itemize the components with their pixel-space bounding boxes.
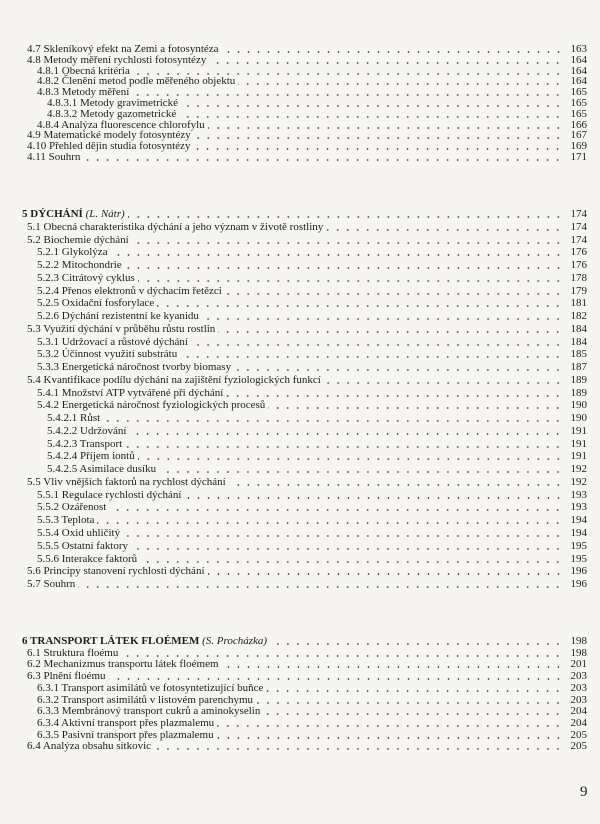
- dot-leader: [208, 573, 564, 575]
- dot-leader: [217, 737, 563, 739]
- toc-entry: [27, 477, 587, 487]
- entry-title: 4.8 Metody měření rychlosti fotosyntézy: [27, 53, 207, 66]
- chapter-author: (L. Nátr): [85, 208, 125, 220]
- entry-title: 5.5 Vliv vnějších faktorů na rychlost dýchání: [27, 475, 226, 488]
- dot-leader: [185, 497, 564, 499]
- entry-page-number: 187: [570, 361, 587, 374]
- chapter-title: 5 DÝCHÁNÍ: [22, 208, 83, 220]
- entry-page-number: 191: [570, 424, 587, 437]
- toc-entry: [27, 566, 587, 576]
- toc-entry: [37, 337, 587, 347]
- entry-page-number: 182: [570, 310, 587, 323]
- entry-title: 5.4.2 Energetická náročnost fyziologických procesů: [37, 399, 266, 412]
- dot-leader: [97, 522, 563, 524]
- entry-page-number: 196: [570, 578, 587, 591]
- entry-title: 5.3.3 Energetická náročnost tvorby biomasy: [37, 361, 232, 374]
- entry-title: 5.4.2.2 Udržování: [47, 424, 127, 437]
- dot-leader: [125, 446, 563, 448]
- dot-leader: [180, 356, 563, 358]
- toc-entry: [47, 451, 587, 461]
- dot-leader: [132, 94, 563, 96]
- entry-page-number: 192: [570, 463, 587, 476]
- dot-leader: [154, 748, 563, 750]
- toc-entry: [27, 130, 587, 140]
- entry-title: 4.8.2 Členění metod podle měřeného objektu: [37, 75, 236, 88]
- entry-page-number: 176: [570, 246, 587, 259]
- dot-leader: [140, 561, 563, 563]
- entry-title: 5.2.5 Oxidační fosforylace: [37, 297, 155, 310]
- entry-title: [22, 209, 128, 219]
- entry-title: 5.4.1 Množství ATP vytvářené při dýchání: [37, 386, 224, 399]
- toc-entry: [37, 286, 587, 296]
- entry-title: 5.4.2.3 Transport: [47, 437, 123, 450]
- toc-entry: [37, 362, 587, 372]
- toc-entry: [47, 439, 587, 449]
- entry-page-number: 193: [570, 488, 587, 501]
- dot-leader: [238, 83, 563, 85]
- entry-page-number: 189: [570, 373, 587, 386]
- entry-title: 5.2.6 Dýchání rezistentní ke kyanidu: [37, 310, 199, 323]
- dot-leader: [109, 509, 563, 511]
- entry-page-number: 165: [570, 97, 587, 109]
- dot-leader: [138, 458, 563, 460]
- toc-entry: [37, 298, 587, 308]
- dot-leader: [78, 586, 563, 588]
- dot-leader: [159, 471, 563, 473]
- entry-page-number: 176: [570, 259, 587, 272]
- dot-leader: [324, 382, 563, 384]
- entry-title: 6.3.4 Aktivní transport přes plazmalemu: [37, 716, 215, 729]
- entry-page-number: 193: [570, 501, 587, 514]
- entry-page-number: 203: [570, 670, 587, 683]
- toc-entry: [27, 671, 587, 681]
- toc-entry: [27, 324, 587, 334]
- entry-page-number: 174: [570, 208, 587, 220]
- entry-title: 5.5.4 Oxid uhličitý: [37, 527, 121, 539]
- toc-entry: [37, 706, 587, 716]
- dot-leader: [181, 105, 563, 107]
- entry-title: 5.6 Principy stanovení rychlosti dýchání: [27, 565, 205, 578]
- entry-title: 4.8.3.2 Metody gazometrické: [47, 107, 177, 120]
- entry-page-number: 194: [570, 527, 587, 539]
- entry-title: 5.5.1 Regulace rychlosti dýchání: [37, 488, 182, 501]
- toc-entry: [47, 464, 587, 474]
- entry-title: 5.5.2 Ozářenost: [37, 501, 107, 514]
- entry-title: 5.2.1 Glykolýza: [37, 246, 108, 259]
- entry-page-number: 171: [570, 151, 587, 163]
- dot-leader: [222, 666, 563, 668]
- entry-title: 6.3 Plnění floému: [27, 670, 106, 683]
- toc-entry: [27, 235, 587, 245]
- toc-entry: [47, 413, 587, 423]
- chapter-title: 6 TRANSPORT LÁTEK FLOÉMEM: [22, 635, 200, 647]
- dot-leader: [209, 62, 563, 64]
- dot-leader: [217, 725, 563, 727]
- toc-entry: [47, 109, 587, 119]
- entry-title: 5.2.2 Mitochondrie: [37, 259, 122, 272]
- page-number: 9: [580, 784, 588, 800]
- entry-page-number: 174: [570, 233, 587, 246]
- entry-title: 6.3.1 Transport asimilátů ve fotosyntetizující buňce: [37, 681, 264, 694]
- dot-leader: [109, 678, 563, 680]
- toc-entry: [37, 76, 587, 86]
- dot-leader: [111, 254, 563, 256]
- entry-title: 5.4.2.4 Příjem iontů: [47, 450, 135, 463]
- entry-page-number: 190: [570, 412, 587, 425]
- entry-title: 6.3.2 Transport asimilátů v listovém parenchymu: [37, 693, 254, 706]
- entry-title: 5.3.2 Účinnost využití substrátu: [37, 348, 178, 361]
- toc-entry: [27, 44, 587, 54]
- dot-leader: [218, 331, 563, 333]
- entry-page-number: 191: [570, 437, 587, 450]
- entry-page-number: 174: [570, 220, 587, 233]
- entry-title: 6.1 Struktura floému: [27, 646, 119, 659]
- dot-leader: [208, 127, 563, 129]
- entry-page-number: 195: [570, 552, 587, 565]
- dot-leader: [226, 395, 563, 397]
- toc-entry: [27, 375, 587, 385]
- entry-page-number: 198: [570, 646, 587, 659]
- entry-page-number: 163: [570, 43, 587, 55]
- entry-page-number: 204: [570, 705, 587, 718]
- toc-entry: [27, 152, 587, 162]
- dot-leader: [191, 344, 563, 346]
- toc-entry: [37, 400, 587, 410]
- toc-entry: [37, 66, 587, 76]
- entry-title: 4.8.3.1 Metody gravimetrické: [47, 97, 179, 109]
- entry-title: 5.1 Obecná charakteristika dýchání a jeho význam v životě rostliny: [27, 220, 324, 233]
- toc-entry: [37, 490, 587, 500]
- dot-leader: [225, 293, 563, 295]
- entry-title: 4.9 Matematické modely fotosyntézy: [27, 129, 191, 142]
- entry-page-number: 203: [570, 681, 587, 694]
- entry-title: 5.3.1 Udržovací a růstové dýchání: [37, 335, 188, 348]
- entry-title: 5.2 Biochemie dýchání: [27, 233, 129, 246]
- dot-leader: [129, 433, 563, 435]
- entry-title: 6.3.5 Pasivní transport přes plazmalemu: [37, 728, 214, 741]
- dot-leader: [194, 137, 563, 139]
- dot-leader: [266, 690, 563, 692]
- dot-leader: [125, 267, 563, 269]
- entry-page-number: 181: [570, 297, 587, 310]
- entry-page-number: 165: [570, 86, 587, 99]
- entry-page-number: 185: [570, 348, 587, 361]
- dot-leader: [121, 655, 563, 657]
- entry-title: 5.3 Využití dýchání v průběhu růstu rostlin: [27, 322, 216, 335]
- dot-leader: [193, 148, 563, 150]
- dot-leader: [103, 420, 563, 422]
- toc-chapter-entry: [22, 209, 587, 219]
- toc-entry: [37, 695, 587, 705]
- entry-page-number: 169: [570, 140, 587, 153]
- entry-page-number: 184: [570, 322, 587, 335]
- entry-title: 6.3.3 Membránový transport cukrů a aminokyselin: [37, 705, 261, 718]
- entry-page-number: 195: [570, 539, 587, 552]
- entry-title: 5.7 Souhrn: [27, 578, 76, 591]
- dot-leader: [263, 713, 563, 715]
- entry-page-number: 189: [570, 386, 587, 399]
- toc-entry: [37, 541, 587, 551]
- entry-page-number: 194: [570, 514, 587, 527]
- entry-title: 5.5.5 Ostatní faktory: [37, 539, 129, 552]
- toc-entry: [37, 273, 587, 283]
- entry-page-number: 164: [570, 75, 587, 88]
- toc-entry: [37, 388, 587, 398]
- dot-leader: [83, 159, 563, 161]
- entry-page-number: 192: [570, 475, 587, 488]
- entry-page-number: 166: [570, 118, 587, 131]
- entry-page-number: 184: [570, 335, 587, 348]
- entry-page-number: 201: [570, 658, 587, 671]
- entry-page-number: 196: [570, 565, 587, 578]
- dot-leader: [131, 548, 563, 550]
- entry-title: 5.4 Kvantifikace podílu dýchání na zajištění fyziologických funkcí: [27, 373, 321, 386]
- entry-title: 5.4.2.5 Asimilace dusíku: [47, 463, 157, 476]
- toc-entry: [37, 683, 587, 693]
- entry-title: 4.8.1 Obecná kritéria: [37, 64, 130, 77]
- entry-title: [22, 636, 270, 646]
- entry-title: 4.8.4 Analýza fluorescence chlorofylu: [37, 118, 205, 131]
- dot-leader: [123, 535, 563, 537]
- entry-title: 5.2.3 Citrátový cyklus: [37, 271, 135, 284]
- dot-leader: [229, 484, 563, 486]
- dot-leader: [202, 318, 563, 320]
- dot-leader: [268, 407, 563, 409]
- toc-entry: [27, 648, 587, 658]
- entry-page-number: 205: [570, 740, 587, 753]
- entry-title: 4.8.3 Metody měření: [37, 86, 130, 99]
- toc-chapter-entry: [22, 636, 587, 646]
- toc-entry: [37, 311, 587, 321]
- toc-entry: [37, 247, 587, 257]
- entry-page-number: 205: [570, 728, 587, 741]
- toc-entry: [37, 260, 587, 270]
- toc-entry: [37, 528, 587, 538]
- toc-entry: [27, 222, 587, 232]
- dot-leader: [270, 643, 563, 645]
- toc-entry: [37, 554, 587, 564]
- entry-title: 6.2 Mechanizmus transportu látek floémem: [27, 658, 219, 671]
- entry-title: 4.10 Přehled dějin studia fotosyntézy: [27, 140, 191, 153]
- entry-page-number: 165: [570, 107, 587, 120]
- dot-leader: [133, 73, 563, 75]
- dot-leader: [234, 369, 563, 371]
- entry-page-number: 179: [570, 284, 587, 297]
- entry-title: 6.4 Analýza obsahu sítkovic: [27, 740, 152, 753]
- dot-leader: [222, 51, 563, 53]
- toc-entry: [27, 55, 587, 65]
- toc-entry: [37, 502, 587, 512]
- dot-leader: [179, 116, 563, 118]
- entry-page-number: 191: [570, 450, 587, 463]
- entry-title: 4.11 Souhrn: [27, 151, 81, 163]
- entry-title: 5.2.4 Přenos elektronů v dýchacím řetězci: [37, 284, 222, 297]
- entry-title: 5.5.3 Teplota: [37, 514, 95, 527]
- toc-entry: [37, 515, 587, 525]
- toc-entry: [27, 741, 587, 751]
- entry-page-number: 167: [570, 129, 587, 142]
- dot-leader: [256, 702, 563, 704]
- entry-page-number: 164: [570, 53, 587, 66]
- entry-title: 5.5.6 Interakce faktorů: [37, 552, 138, 565]
- dot-leader: [326, 229, 563, 231]
- entry-page-number: 178: [570, 271, 587, 284]
- toc-entry: [47, 98, 587, 108]
- toc-entry: [37, 87, 587, 97]
- entry-page-number: 198: [570, 635, 587, 647]
- dot-leader: [138, 280, 563, 282]
- entry-title: 4.7 Skleníkový efekt na Zemi a fotosyntéza: [27, 43, 219, 55]
- toc-entry: [27, 141, 587, 151]
- dot-leader: [157, 305, 563, 307]
- dot-leader: [132, 242, 563, 244]
- entry-page-number: 164: [570, 64, 587, 77]
- entry-title: 5.4.2.1 Růst: [47, 412, 101, 425]
- toc-entry: [27, 579, 587, 589]
- toc-entry: [37, 120, 587, 130]
- entry-page-number: 204: [570, 716, 587, 729]
- toc-entry: [27, 659, 587, 669]
- dot-leader: [128, 216, 563, 218]
- toc-entry: [37, 349, 587, 359]
- chapter-author: (S. Procházka): [202, 635, 268, 647]
- toc-entry: [37, 718, 587, 728]
- toc-entry: [47, 426, 587, 436]
- entry-page-number: 203: [570, 693, 587, 706]
- entry-page-number: 190: [570, 399, 587, 412]
- toc-entry: [37, 730, 587, 740]
